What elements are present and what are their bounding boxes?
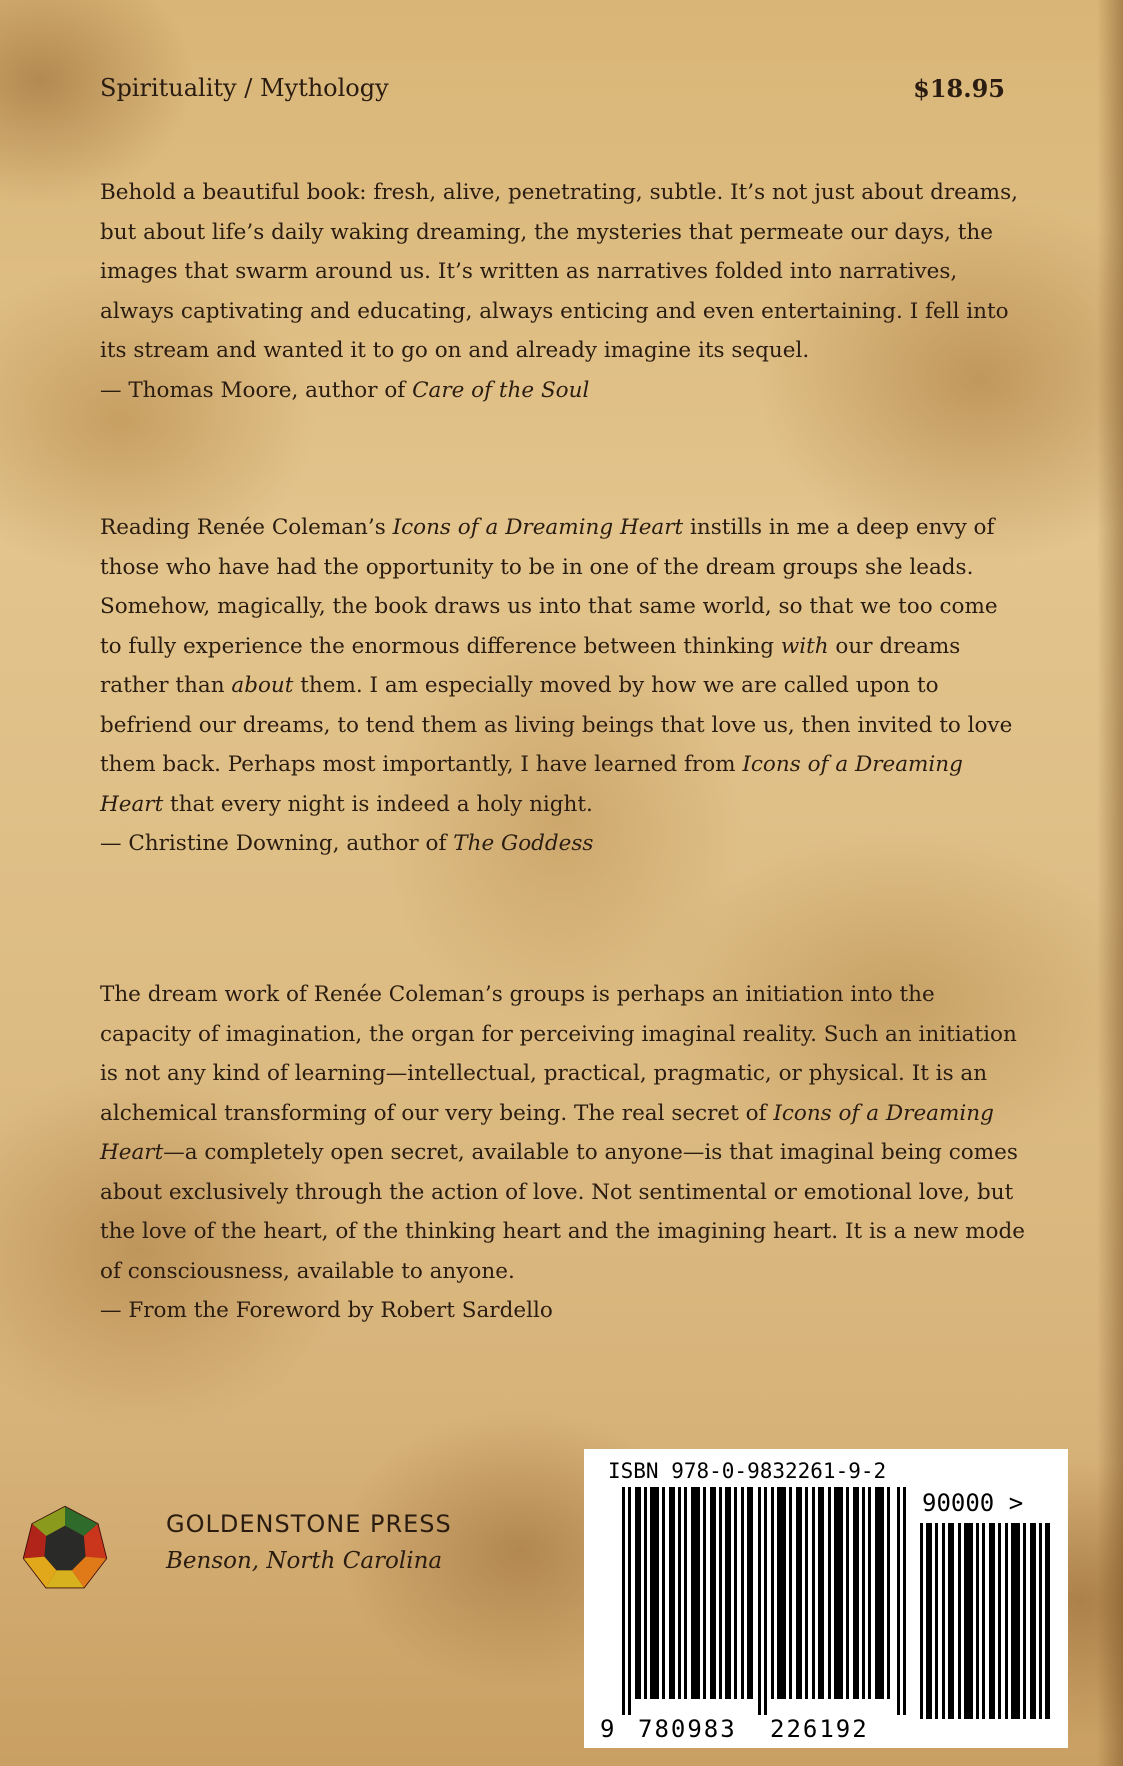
barcode-addon-bars: [920, 1523, 1050, 1719]
blurb-text: Reading Renée Coleman’s Icons of a Dreaming Heart instills in me a deep envy of those who have had the opportunity to be in one of the dream groups she leads. Somehow, magically, the book draws us into that same world, so that we too come to fully experience the enormous difference between thinking with our dreams rather than about them. I am especially moved by how we are called upon to befriend our dreams, to tend them as living beings that love us, then invited to love them back. Perhaps most importantly, I have learned from Icons of a Dreaming Heart that every night is indeed a holy night.: [100, 515, 1013, 817]
blurb-attribution: — From the Foreword by Robert Sardello: [100, 1298, 553, 1323]
blurb-christine-downing: [100, 508, 1025, 864]
blurb-attribution: — Christine Downing, author of The Goddess: [100, 831, 594, 856]
blurb-text: Behold a beautiful book: fresh, alive, penetrating, subtle. It’s not just about dreams, but about life’s daily waking dreaming, the mysteries that permeate our days, the images that swarm around us. It’s written as narratives folded into narratives, always captivating and educating, always enticing and even entertaining. I fell into its stream and wanted it to go on and already imagine its sequel.: [100, 180, 1018, 363]
isbn-barcode: [584, 1449, 1068, 1748]
cover-header: [100, 74, 1005, 114]
barcode-digits-left: 780983: [638, 1715, 737, 1743]
dodecahedron-logo-icon: [22, 1505, 108, 1591]
page-edge-shadow: [1097, 0, 1123, 1766]
blurb-attribution: — Thomas Moore, author of Care of the Soul: [100, 377, 590, 403]
category-label: Spirituality / Mythology: [100, 74, 389, 102]
blurb-thomas-moore: [100, 173, 1025, 410]
barcode-digit-first: 9: [600, 1715, 615, 1743]
blurb-text: The dream work of Renée Coleman’s groups is perhaps an initiation into the capacity of imagination, the organ for perceiving imaginal reality. Such an initiation is not any kind of learning—intellectual, practical, pragmatic, or physical. It is an alchemical transforming of our very being. The real secret of Icons of a Dreaming Heart—a completely open secret, available to anyone—is that imaginal being comes about exclusively through the action of love. Not sentimental or emotional love, but the love of the heart, of the thinking heart and the imagining heart. It is a new mode of consciousness, available to anyone.: [100, 982, 1025, 1284]
publisher-name: GOLDENSTONE PRESS: [166, 1510, 452, 1538]
isbn-number: ISBN 978-0-9832261-9-2: [608, 1459, 887, 1483]
price-label: $18.95: [913, 74, 1005, 103]
publisher-block: [22, 1490, 522, 1610]
barcode-price-code: 90000 >: [922, 1489, 1024, 1517]
blurb-foreword: [100, 975, 1025, 1331]
barcode-digits-right: 226192: [770, 1715, 869, 1743]
publisher-location: Benson, North Carolina: [166, 1548, 443, 1574]
barcode-main-bars: [622, 1487, 906, 1715]
